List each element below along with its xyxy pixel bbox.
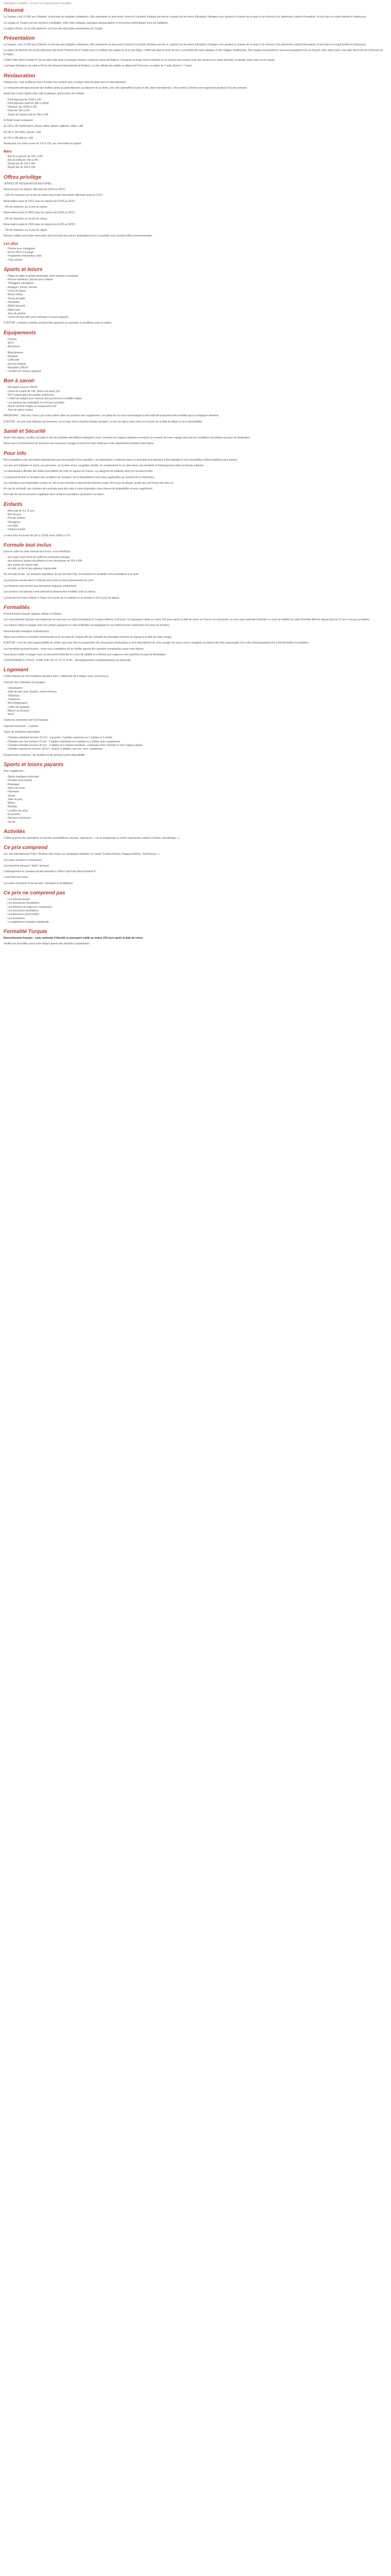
list-item: - Massages	[6, 783, 385, 787]
list-item: - Excursions	[6, 813, 385, 817]
paragraph: Les formalités peuvent évoluer ; nous vous conseillons de les vérifier auprès des autorités compétentes avant votre départ.	[4, 647, 144, 651]
paragraph: Vérifiez les formalités avant votre départ auprès des autorités compétentes.	[4, 942, 90, 946]
list-sports	[4, 275, 385, 320]
list-item: - Check-in à partir de 14h, check-out avant 12h	[6, 390, 385, 394]
list-item: - Billard	[6, 802, 385, 805]
list-item: - Bar de la piscine de 10h à 24h	[6, 155, 385, 159]
section-title-logement: Logement	[4, 667, 28, 673]
section-formalites	[4, 605, 385, 663]
list-item: - Hammam	[6, 790, 385, 794]
section-activites	[4, 829, 385, 840]
list-item: - Salle de jeux	[6, 798, 385, 802]
list-item: - Toboggans	[6, 521, 385, 524]
paragraph: Vous devez veiller à voyager avec un document d'identité en cours de validité et conforme aux exigences des autorités du pays de destination.	[4, 653, 167, 656]
list-item: - Taxe de séjour incluse	[6, 409, 385, 412]
paragraph: OFFRES DE RÉSERVATION ANTICIPÉE :	[4, 182, 53, 185]
list-item: - Les assurances facultatives	[6, 902, 385, 905]
list-item: - Piscine enfants	[6, 517, 385, 520]
section-title-les-plus: Les plus	[4, 242, 19, 246]
paragraph: - 10% de réduction sur le prix du séjour pour toute réservation effectuée avant le 31/12.	[4, 194, 104, 197]
paragraph: Réservation avant le 28/02 pour les séjours du 01/05 au 30/10 :	[4, 211, 76, 215]
paragraph: - 3% de réduction sur le prix du séjour.	[4, 229, 48, 232]
section-presentation	[4, 36, 385, 68]
list-bon-a-savoir	[4, 386, 385, 412]
list-item: - Petit-déjeuner de 7h00 à 10h	[6, 98, 385, 102]
paragraph: de 12h à 16h hamburgers, pizzas, pâtes, glaces, gâteaux, pâtes, café	[4, 125, 84, 128]
paragraph: Les ressortissants français sont dispensés de visa pour un séjour touristique en Turquie inférieur à 90 jours. Un passeport valide au moins 150 jours après la date de retour en France est nécessaire, ou une carte nationale d'identité en cours de validité (la carte d'identité délivrée depuis plus de 10 ans n'est pas acceptée).	[4, 618, 370, 622]
section-title-equipements: Équipements	[4, 330, 36, 336]
paragraph: de 19h à 16h pâtes, glaces, café	[4, 130, 41, 134]
paragraph: En cas de vol tardif, une chambre de courtoisie peut être mise à votre disposition sous réserve de disponibilité et avec supplément.	[4, 487, 153, 491]
paragraph: Réservation avant le 31/03 pour les séjours du 01/05 au 30/10 :	[4, 223, 76, 226]
paragraph: Réservation avant le 31/01 pour les séjours du 01/05 au 30/10 :	[4, 199, 76, 203]
section-title-restauration: Restauration	[4, 73, 36, 79]
paragraph: Les boissons sont servies aux personnes majeures uniquement.	[4, 584, 77, 588]
list-item: - Le supplément chambre individuelle	[6, 921, 385, 924]
section-equipements	[4, 330, 385, 374]
list-equipements-more	[4, 351, 385, 374]
paragraph: Chacune des chambres est équipée :	[4, 681, 46, 684]
paragraph: Nous travaillons avec des hôtels sélectionnés pour leur qualité et leur situation. Les informations contenues dans ce descriptif sont données à titre indicatif et sont susceptibles d'être modifiées sans préavis.	[4, 458, 238, 462]
section-ce-prix-comprend	[4, 845, 385, 886]
list-item: - Réception 24h/24	[6, 366, 385, 370]
paragraph: IMPORTANT : Vols vers / hors Lyon et les autres villes de province avec supplément. Les plans de vol sont communiqués à titre indicatif et peuvent être modifiés par la compagnie aérienne.	[4, 414, 220, 418]
list-item: - Les pourboires	[6, 917, 385, 921]
section-sante	[4, 429, 385, 446]
section-title-pour-info: Pour info	[4, 450, 26, 456]
paragraph: Les transferts aéroport / hôtel / aéroport	[4, 864, 50, 868]
section-title-enfants: Enfants	[4, 501, 23, 507]
paragraph: - 8% de réduction sur le prix du séjour.	[4, 205, 48, 209]
list-item: - Les animaux de compagnie ne sont pas acceptés	[6, 401, 385, 405]
section-resume	[4, 8, 385, 31]
section-title-sports: Sports et loisirs	[4, 266, 43, 273]
list-item: - Mini-réfrigérateur	[6, 702, 385, 705]
paragraph: Les prix sont indiqués en euros, par personne, sur la base d'une occupation double. Ils comprennent le vol aller-retour, les transferts et l'hébergement selon la formule indiquée.	[4, 464, 205, 467]
list-item: - Tenue correcte exigée au restaurant le soir	[6, 405, 385, 409]
section-title-resume: Résumé	[4, 8, 24, 14]
paragraph: Dans le cadre de votre formule tout inclus, vous bénéficiez :	[4, 550, 72, 553]
section-offres	[4, 175, 385, 239]
list-item: - Wi-Fi	[6, 342, 385, 345]
paragraph: À NOTER : les prix sont indiqués par personne, sur la base d'une chambre double standard. Le prix du séjour peut varier en fonction de la date de départ et de la disponibilité.	[4, 420, 203, 423]
section-formalite-turquie	[4, 929, 385, 946]
list-item: - Piscine extérieure, piscine pour enfants	[6, 278, 385, 282]
section-enfants	[4, 502, 385, 538]
list-item: - Cours de danse	[6, 290, 385, 293]
section-title-offres: Offres privilège	[4, 174, 42, 180]
paragraph: À NOTER : il est de votre responsabilité de vérifier que vous êtes en possession des documents nécessaires au bon déroulement de votre voyage. En aucun cas le voyagiste ne pourra être tenu responsable d'un refus d'embarquement dû à des formalités incomplètes.	[4, 641, 309, 645]
list-item: - Chambre standard (environ 22 m²) : vue jardin, 2 adultes maximum ou 2 adultes et 1 enfant.	[6, 736, 385, 740]
paragraph: de 14h à 16h glaces, café	[4, 136, 34, 140]
paragraph: La région de Bodrum est un lieu idéal pour découvrir l'histoire de la Turquie tout en profitant des plages et de la mer Égée. L'hôtel est situé en bord de mer, à proximité des sites antiques et des villages traditionnels. Nos équipes francophones vous accompagnent tout au long de votre séjour pour vous faire découvrir les richesses de la région.	[4, 49, 383, 56]
list-item: - Les boissons et repas non mentionnés	[6, 906, 385, 909]
list-item: - des boissons locales alcoolisées et non alcoolisées de 10h à 24h	[6, 560, 385, 563]
section-pour-info	[4, 451, 385, 497]
list-non-compris	[4, 898, 385, 924]
paragraph: L'hôtel propose des animations en journée (compétitions, tournois, spectacles...) et un programme en soirée (spectacles, soirées à thème, discothèque...).	[4, 836, 180, 840]
list-item: - Blanchisserie	[6, 351, 385, 355]
page-content	[0, 0, 388, 956]
section-title-bars: Bars	[4, 149, 12, 154]
list-item: - Wi-Fi gratuit dans les parties communes	[6, 394, 385, 397]
list-item: - Sauna	[6, 794, 385, 798]
list-item: - Snack bar de 12h à 16h	[6, 162, 385, 166]
paragraph: Les chambres sont disponibles à partir de 14h le jour d'arrivée et doivent être libérées avant 12h le jour du départ, quelle que soit l'heure de votre vol.	[4, 481, 174, 485]
paragraph: Nous vous recommandons de souscrire une assurance voyage couvrant les frais médicaux et de rapatriement pendant votre séjour.	[4, 442, 154, 446]
paragraph: COORDONNÉES UTILES : ZONE SUD Tél. 01 70 70 70 00 – Renseignements complémentaires sur demande.	[4, 659, 132, 663]
paragraph: Le mini-club est ouvert de 10h à 12h30 et de 14h30 à 17h.	[4, 534, 71, 537]
section-title-formalite-turquie: Formalité Turquie	[4, 929, 47, 935]
list-item: - Location de vélos	[6, 809, 385, 813]
section-title-formalites: Formalités	[4, 604, 30, 611]
list-room-types	[4, 736, 385, 751]
paragraph: Le restaurant principal propose des buffets variés au petit-déjeuner, au déjeuner et au dîner, avec des spécialités locales et des plats internationaux. Des soirées à thème sont organisées plusieurs fois par semaine.	[4, 86, 248, 90]
paragraph: L'aéroport d'Andaluz est situé à 40 km de l'aéroport international de Bodrum. Le prix affiché est valable au départ de Paris pour un séjour de 7 nuits (8 jours / 7 nuits).	[4, 64, 193, 68]
paragraph: Capacité maximum : 3 adultes	[4, 724, 39, 728]
list-item: - Service médical	[6, 363, 385, 366]
list-item: - Beach-volley	[6, 293, 385, 297]
section-les-plus	[4, 242, 385, 262]
list-item: - Wi-Fi	[6, 713, 385, 717]
paragraph: Équipements communs : lits doubles ou lits jumeaux selon disponibilité.	[4, 753, 86, 757]
list-item: - Piscine avec toboggans	[6, 247, 385, 251]
paragraph: Avant votre départ, veuillez consulter le site du ministère des Affaires étrangères pour connaître les risques sanitaires éventuels au moment de votre voyage ainsi que les conditions sécuritaires du pays de destination.	[4, 436, 251, 440]
list-item: - Coffre-fort (payant)	[6, 706, 385, 709]
list-item: - Déjeuner de 12h30 à 14h	[6, 106, 385, 109]
list-les-plus	[4, 247, 385, 262]
paragraph: Nous vous invitons à contacter l'ambassade ou le consulat de Turquie afin de connaître les formalités d'entrée en vigueur à la date de votre voyage.	[4, 635, 173, 639]
list-item: - Billard (payant)	[6, 304, 385, 308]
section-title-sante: Santé et Sécurité	[4, 429, 46, 435]
list-item: - du café, du thé et des gâteaux l'après-midi	[6, 567, 385, 571]
paragraph: Ne sont pas inclus : les boissons importées, les jus de fruits frais, les boissons en bouteille et les prestations à la carte.	[4, 573, 139, 577]
paragraph: Toutes les chambres sont non-fumeurs.	[4, 719, 49, 722]
list-item: - Lits bébé	[6, 524, 385, 528]
paragraph: Avec supplément :	[4, 769, 25, 773]
list-item: - Parking	[6, 338, 385, 342]
list-restauration	[4, 98, 385, 117]
paragraph: Des frais de service peuvent s'appliquer pour certaines prestations proposées sur place.	[4, 493, 105, 497]
list-item: - Snack de l'après-midi de 15h à 16h	[6, 113, 385, 117]
paragraph: Le voyage en Turquie est une aventure inoubliable, entre sites antiques, paysages spectaculaires et rencontres authentiques avec les habitants.	[4, 21, 169, 25]
list-equipements	[4, 338, 385, 349]
paragraph: L'hôtel dispose de 163 chambres réparties dans 2 bâtiments de 4 étages (avec ascenseurs).	[4, 675, 109, 679]
list-item: - Toboggans aquatiques	[6, 282, 385, 285]
list-item: - Téléphone	[6, 698, 385, 702]
list-enfants	[4, 510, 385, 532]
list-item: - Aquagym, fitness, aérobic	[6, 286, 385, 290]
list-item: - Accès direct à la plage	[6, 251, 385, 255]
list-item: - Climatisation	[6, 687, 385, 690]
list-item: - des repas sous forme de buffet au restaurant principal	[6, 556, 385, 560]
paragraph: Remise valable pour toute réservation dans la limite des places disponibles et non cumulable avec d'autres offres promotionnelles.	[4, 234, 153, 238]
paragraph: Le tarif peut évoluer en fonction des conditions de transport, de la disponibilité et des taxes applicables au moment de la réservation.	[4, 476, 155, 479]
list-item: - Chaises hautes	[6, 528, 385, 532]
list-item: - Salle de bain avec douche, sèche-cheveux	[6, 690, 385, 694]
section-restauration	[4, 73, 385, 146]
paragraph: Les horaires sont donnés à titre indicatif et peuvent être modifiés selon la saison.	[4, 590, 96, 594]
paragraph: La région d'Izmir, sur la côte égéenne, est l'une des plus belles destinations de Turquie.	[4, 27, 104, 30]
section-sports	[4, 267, 385, 326]
paragraph: Les taxes d'aéroport et de sécurité, révisables et modifiables	[4, 882, 73, 885]
paragraph: À l'hôtel Smart restaurant :	[4, 119, 35, 123]
list-item: - Chambre supérieure (environ 28 m²) : jusqu'à 3 adultes, vue mer, avec supplément.	[6, 748, 385, 751]
paragraph: Les mineurs doivent voyager avec leur propre passeport ou carte d'identité, accompagnés le cas échéant d'une autorisation de sortie du territoire.	[4, 624, 170, 628]
list-item: - Les excursions facultatives	[6, 909, 385, 913]
paragraph: L'hébergement en chambre double standard à l'hôtel Club Palm Wind Gümbet 4*	[4, 870, 96, 874]
paragraph: La classification officielle des hôtels peut différer de celle en vigueur en France. La catégorie est indiquée selon les normes locales.	[4, 470, 154, 473]
list-item: - Chambre vue mer (environ 22 m²) : 2 adultes maximum ou 2 adultes et 1 enfant, avec supplément.	[6, 740, 385, 744]
paragraph: Types de chambres disponibles :	[4, 731, 41, 734]
breadcrumb: Description complète : Ce prix ne comprend pas Formalités	[4, 2, 72, 5]
section-title-presentation: Présentation	[4, 36, 35, 42]
section-logement	[4, 667, 385, 757]
list-item: - Réception ouverte 24h/24	[6, 386, 385, 389]
section-bon-a-savoir	[4, 378, 385, 424]
list-item: - Aire de jeux	[6, 513, 385, 517]
paragraph: La formule tout inclus débute à l'heure de la prise de la chambre et se termine à 12h le jour du départ.	[4, 596, 120, 600]
paragraph: Restaurant à la carte ouvert de 12h à 21h, sur réservation et payant.	[4, 142, 82, 146]
list-item: - Soins du corps	[6, 787, 385, 790]
paragraph: Ressortissants étrangers et binationaux :	[4, 630, 51, 633]
list-item: - Water-polo	[6, 309, 385, 312]
list-item: - Centre de bien-être avec hammam et sauna (payant)	[6, 316, 385, 319]
list-item: - Beach bar de 10h à 18h	[6, 166, 385, 170]
list-item: - Les frais de dossier	[6, 898, 385, 902]
list-item: - Coffre-fort	[6, 359, 385, 362]
paragraph: Les vols internationaux Paris / Bodrum aller-retour sur compagnie régulière ou charter (Turkish Airlines, Pegasus Airlines, SunExpress...)	[4, 853, 160, 856]
paragraph: L'Hôtel Palm Wind Gümbet 4* est un hôtel club situé à quelques minutes à pied du centre de Bodrum. Il propose un large choix d'activités et un service tout compris pour des vacances en toute sérénité, en famille, entre amis ou en couple.	[4, 59, 275, 62]
list-item: - Boutique	[6, 355, 385, 359]
paragraph: À NOTER : certaines activités peuvent être payantes ou soumises à conditions selon la saison.	[4, 321, 112, 325]
list-item: - Mini-club de 4 à 12 ans	[6, 510, 385, 513]
paragraph: Les boissons servies dans la formule tout inclus le sont exclusivement au verre.	[4, 579, 95, 582]
section-formule	[4, 543, 385, 600]
list-item: - Ascenseur	[6, 345, 385, 349]
paragraph: Ressortissants français (adultes, bébés et enfants) :	[4, 612, 63, 616]
section-sports-payants	[4, 762, 385, 824]
list-item: - des snacks de l'après-midi	[6, 564, 385, 567]
section-title-activites: Activités	[4, 828, 25, 835]
paragraph: Réservé pour les séjours effectués du 01/05 au 30/10 :	[4, 188, 67, 192]
list-item: - Jeux de piscine	[6, 312, 385, 316]
list-item: - Jet-ski	[6, 821, 385, 824]
list-item: - Bowling	[6, 805, 385, 809]
paragraph: Snack-bar ouvert l'après-midi, café et gâteaux, glaces pour les enfants.	[4, 92, 85, 96]
paragraph: La Turquie, c'est 10 000 ans d'histoire, le berceau de multiples civilisations. Elle représente un pont entre l'orient et l'occident. Andaluz est née et a grandi sur les terres d'Anatolie. Partagez avec passion le charme de ce pays et la richesse d'un patrimoine culturel d'exception, le tout dans un esprit familial et chaleureux.	[4, 43, 367, 47]
section-ce-prix-ne-comprend-pas	[4, 890, 385, 924]
list-item: - Parcours d'aventure	[6, 817, 385, 820]
list-formule	[4, 556, 385, 571]
section-title-formule: Formule tout inclus	[4, 542, 52, 548]
list-item: - Balcon ou terrasse	[6, 709, 385, 713]
list-item: - Club enfants	[6, 259, 385, 262]
list-bars	[4, 155, 385, 170]
paragraph: Ressortissants français : carte nationale d'identité ou passeport valide au moins 150 jours après la date de retour.	[4, 937, 143, 940]
list-sports-payants	[4, 775, 385, 824]
paragraph: Les taxes aéroport et redevances	[4, 858, 42, 862]
paragraph: La formule tout inclus	[4, 876, 28, 879]
section-title-bon-a-savoir: Bon à savoir	[4, 378, 35, 384]
list-item: - Programme d'animation varié	[6, 255, 385, 258]
list-item: - Télévision	[6, 694, 385, 698]
list-item: - Plongée sous-marine	[6, 779, 385, 783]
list-item: - Fléchettes	[6, 301, 385, 304]
list-item: - Dîner de 19h à 21h	[6, 109, 385, 113]
list-item: - L'hôtel est adapté pour recevoir des personnes à mobilité réduite	[6, 397, 385, 401]
paragraph: La Turquie, c'est 10 000 ans d'histoire, le berceau de multiples civilisations. Elle représente un pont entre l'orient et l'occident. Andaluz est née et a grandi sur les terres d'Anatolie. Partagez avec passion le charme de ce pays et la richesse d'un patrimoine culturel d'exception, le tout dans un esprit familial et chaleureux.	[4, 15, 367, 19]
section-bars	[4, 149, 385, 170]
list-item: - Les dépenses personnelles	[6, 913, 385, 917]
list-item: - Sports nautiques motorisés	[6, 775, 385, 779]
list-item: - Bar du lobby de 10h à 24h	[6, 159, 385, 162]
section-title-ce-prix-ne-comprend-pas: Ce prix ne comprend pas	[4, 890, 66, 896]
list-item: - Tennis de table	[6, 297, 385, 301]
list-item: - Petit déjeuner tardif de 10h à 10h30	[6, 102, 385, 106]
paragraph: Chaque jour, vous profiterez d'une formule tout compris avec un large choix de plats turcs et internationaux.	[4, 80, 127, 84]
section-title-sports-payants: Sports et loisirs payants	[4, 761, 64, 768]
list-logement	[4, 687, 385, 717]
paragraph: - 5% de réduction sur le prix du séjour.	[4, 217, 48, 221]
list-item: - Plage de sable et galets aménagée, avec transats et parasols	[6, 275, 385, 278]
section-title-ce-prix-comprend: Ce prix comprend	[4, 845, 48, 851]
list-item: - Chambre familiale (environ 30 m²) : 2 adultes et 2 enfants maximum, composée d'une chambre et d'un espace séparé.	[6, 744, 385, 748]
list-item: - Location de voitures (payant)	[6, 370, 385, 374]
